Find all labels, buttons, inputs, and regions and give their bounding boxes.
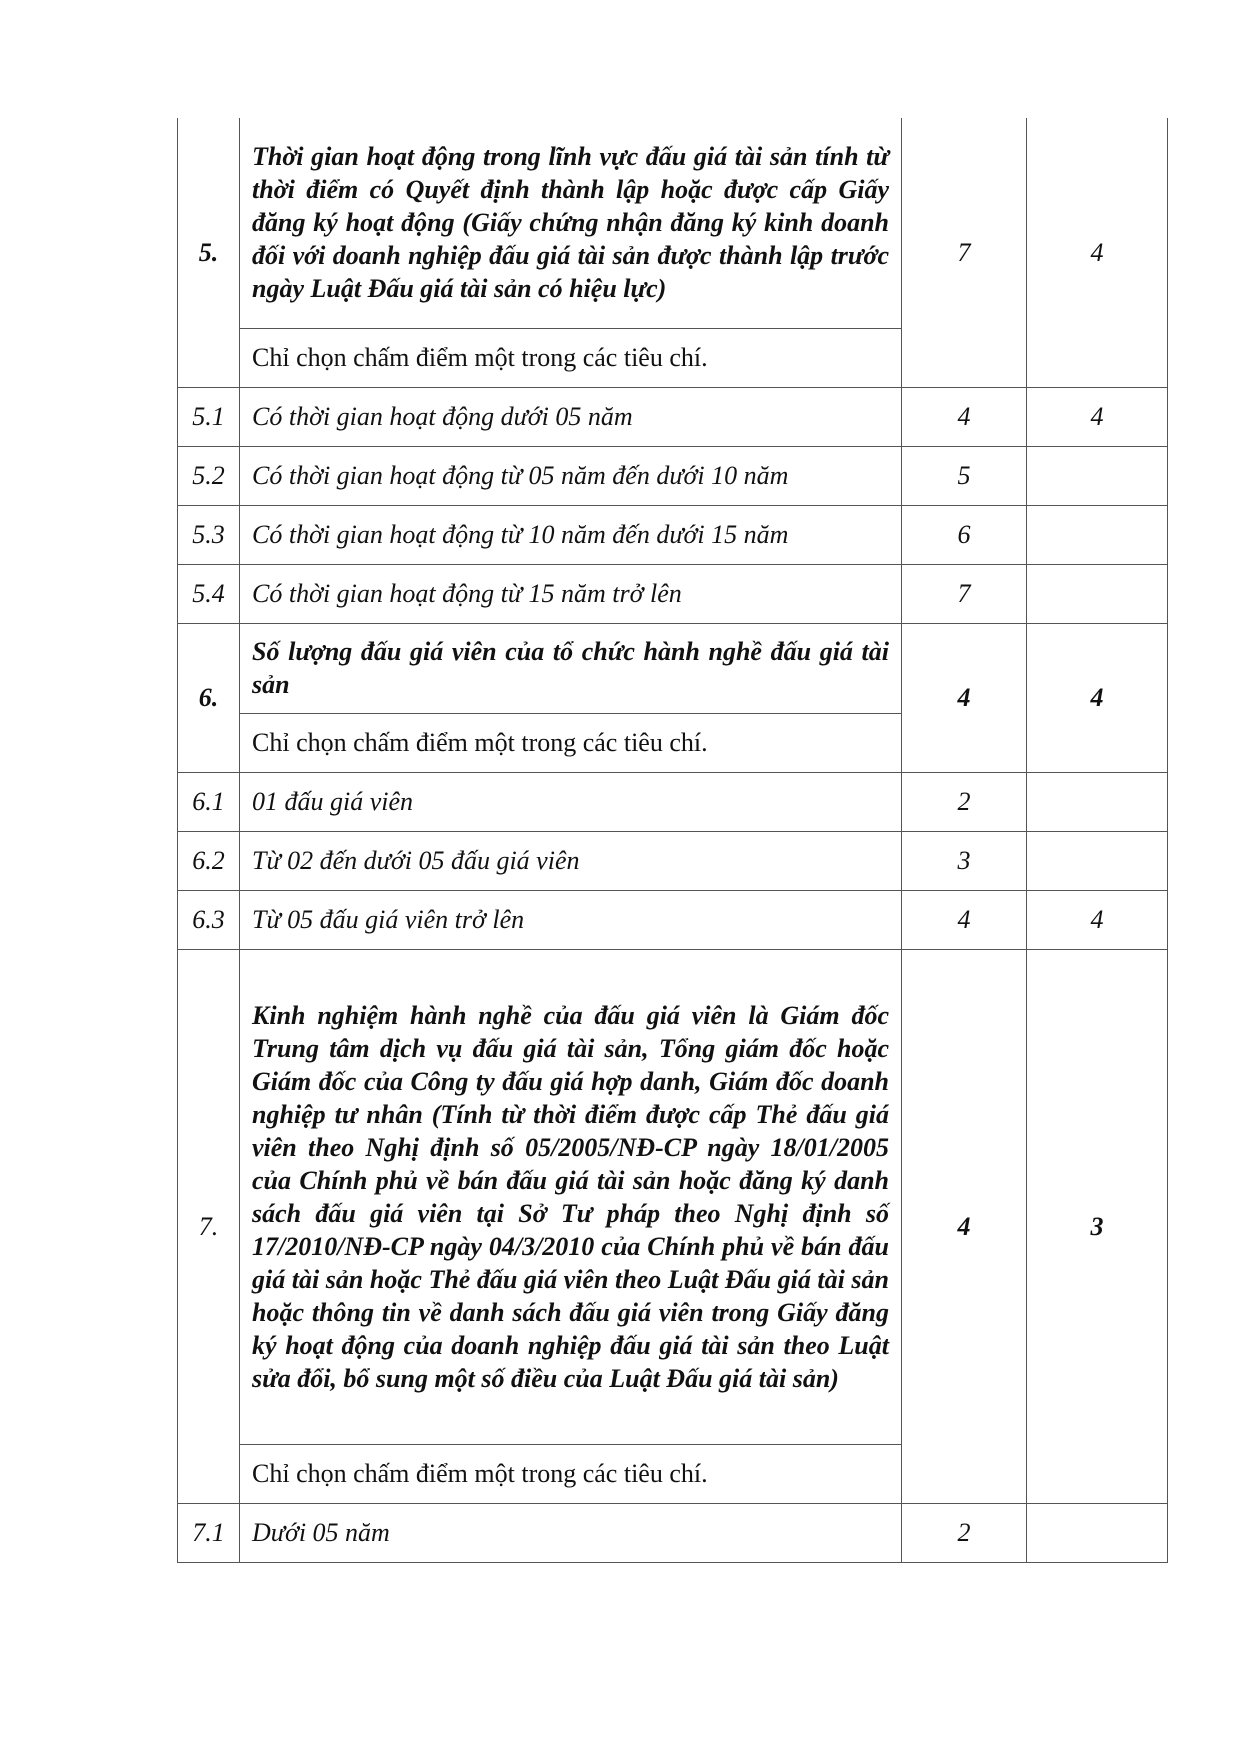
- item-number: 5.3: [178, 505, 240, 564]
- table-row: [178, 890, 1168, 949]
- awarded-score: [1027, 564, 1168, 623]
- item-number: 6.1: [178, 772, 240, 831]
- item-number: 5.4: [178, 564, 240, 623]
- scoring-criteria-table: [177, 118, 1168, 1563]
- max-score: 5: [902, 446, 1027, 505]
- item-text: Từ 05 đấu giá viên trở lên: [240, 890, 902, 949]
- awarded-score: 4: [1027, 623, 1168, 772]
- item-text: Có thời gian hoạt động từ 05 năm đến dưới 10 năm: [240, 446, 902, 505]
- criterion-heading: Thời gian hoạt động trong lĩnh vực đấu giá tài sản tính từ thời điểm có Quyết định thành lập hoặc được cấp Giấy đăng ký hoạt động (Giấy chứng nhận đăng ký kinh doanh đối với doanh nghiệp đấu giá tài sản được thành lập trước ngày Luật Đấu giá tài sản có hiệu lực): [240, 118, 902, 328]
- max-score: 2: [902, 772, 1027, 831]
- item-text: Từ 02 đến dưới 05 đấu giá viên: [240, 831, 902, 890]
- table-row: [178, 831, 1168, 890]
- max-score: 4: [902, 890, 1027, 949]
- awarded-score: 4: [1027, 387, 1168, 446]
- criterion-5-row: [178, 118, 1168, 328]
- awarded-score: [1027, 446, 1168, 505]
- table-row: [178, 772, 1168, 831]
- awarded-score: [1027, 831, 1168, 890]
- criterion-number: 5.: [178, 118, 240, 387]
- criterion-number: 7.: [178, 949, 240, 1503]
- awarded-score: 3: [1027, 949, 1168, 1503]
- criterion-note: Chỉ chọn chấm điểm một trong các tiêu chí.: [240, 1444, 902, 1503]
- table-row: [178, 387, 1168, 446]
- item-number: 6.3: [178, 890, 240, 949]
- max-score: 6: [902, 505, 1027, 564]
- table-row: [178, 564, 1168, 623]
- criterion-6-row: [178, 623, 1168, 713]
- table-row: [178, 505, 1168, 564]
- criterion-heading: Kinh nghiệm hành nghề của đấu giá viên là Giám đốc Trung tâm dịch vụ đấu giá tài sản, Tổng giám đốc hoặc Giám đốc của Công ty đấu giá hợp danh, Giám đốc doanh nghiệp tư nhân (Tính từ thời điểm được cấp Thẻ đấu giá viên theo Nghị định số 05/2005/NĐ-CP ngày 18/01/2005 của Chính phủ về bán đấu giá tài sản hoặc đăng ký danh sách đấu giá viên tại Sở Tư pháp theo Nghị định số 17/2010/NĐ-CP ngày 04/3/2010 của Chính phủ về bán đấu giá tài sản hoặc Thẻ đấu giá viên theo Luật Đấu giá tài sản hoặc thông tin về danh sách đấu giá viên trong Giấy đăng ký hoạt động của doanh nghiệp đấu giá tài sản theo Luật sửa đổi, bổ sung một số điều của Luật Đấu giá tài sản): [240, 949, 902, 1444]
- item-text: Dưới 05 năm: [240, 1503, 902, 1562]
- item-number: 5.1: [178, 387, 240, 446]
- item-number: 6.2: [178, 831, 240, 890]
- max-score: 4: [902, 949, 1027, 1503]
- awarded-score: [1027, 1503, 1168, 1562]
- item-text: Có thời gian hoạt động từ 10 năm đến dưới 15 năm: [240, 505, 902, 564]
- max-score: 4: [902, 387, 1027, 446]
- table-row: [178, 446, 1168, 505]
- max-score: 4: [902, 623, 1027, 772]
- awarded-score: [1027, 505, 1168, 564]
- item-text: 01 đấu giá viên: [240, 772, 902, 831]
- item-number: 7.1: [178, 1503, 240, 1562]
- awarded-score: [1027, 772, 1168, 831]
- max-score: 7: [902, 118, 1027, 387]
- item-number: 5.2: [178, 446, 240, 505]
- item-text: Có thời gian hoạt động từ 15 năm trở lên: [240, 564, 902, 623]
- criterion-heading: Số lượng đấu giá viên của tổ chức hành nghề đấu giá tài sản: [240, 623, 902, 713]
- item-text: Có thời gian hoạt động dưới 05 năm: [240, 387, 902, 446]
- criterion-number: 6.: [178, 623, 240, 772]
- awarded-score: 4: [1027, 890, 1168, 949]
- awarded-score: 4: [1027, 118, 1168, 387]
- max-score: 2: [902, 1503, 1027, 1562]
- table-row: [178, 1503, 1168, 1562]
- criterion-note: Chỉ chọn chấm điểm một trong các tiêu chí.: [240, 713, 902, 772]
- criterion-note: Chỉ chọn chấm điểm một trong các tiêu chí.: [240, 328, 902, 387]
- max-score: 3: [902, 831, 1027, 890]
- max-score: 7: [902, 564, 1027, 623]
- criterion-7-row: [178, 949, 1168, 1444]
